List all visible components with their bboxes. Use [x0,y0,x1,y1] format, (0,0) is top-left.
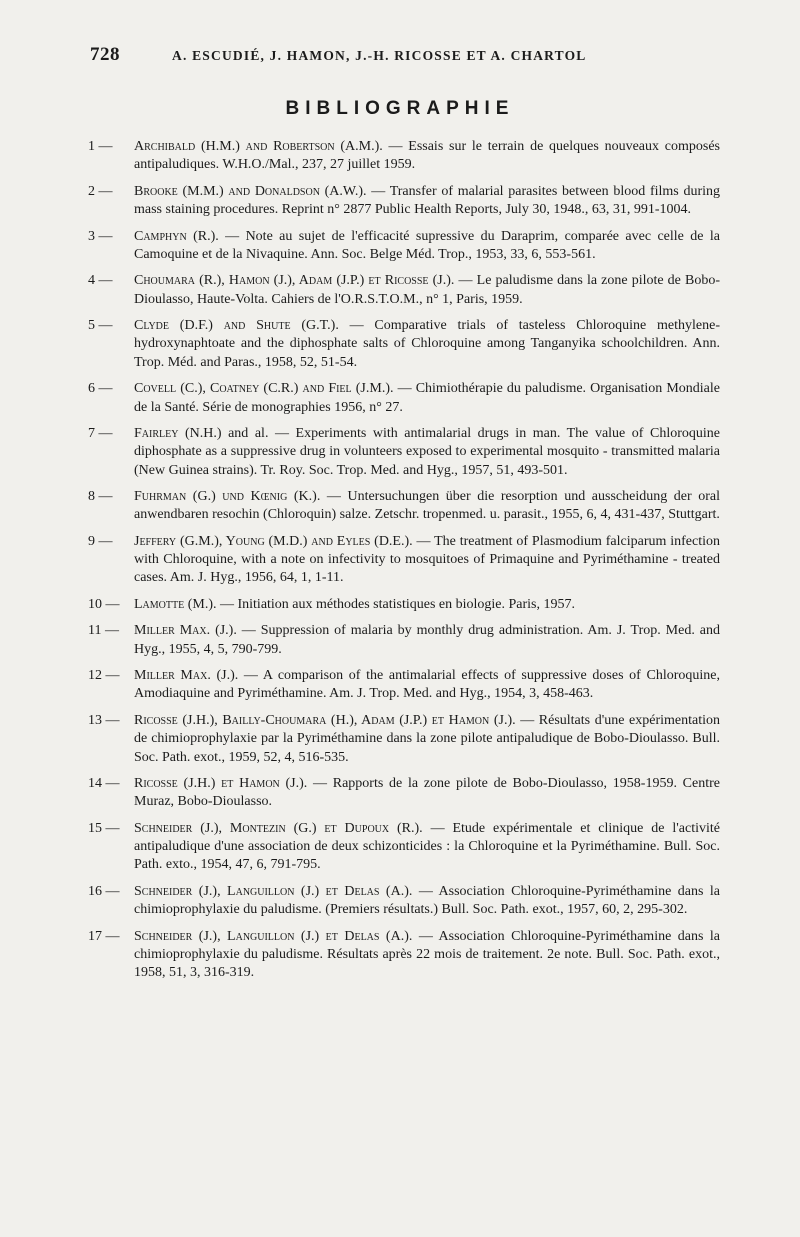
reference-authors: Covell (C.), Coatney (C.R.) and Fiel (J.M.). [134,381,394,397]
reference-number: 14 — [88,776,120,792]
page-header [90,44,710,66]
reference-authors: Schneider (J.), Languillon (J.) et Delas (A.). [134,883,413,899]
reference-authors: Miller Max. (J.). [134,623,237,639]
reference-text: — Le paludisme dans la zone pilote de Bobo-Dioulasso, Haute-Volta. Cahiers de l'O.R.S.T.O.M., n° 1, Paris, 1959. [134,273,720,307]
reference-item [88,667,720,704]
reference-number: 7 — [88,425,113,441]
reference-number: 12 — [88,668,120,684]
reference-text: — Chimiothérapie du paludisme. Organisation Mondiale de la Santé. Série de monographies 1956, n° 27. [134,381,720,415]
reference-number: 5 — [88,318,113,334]
reference-text: and al. — Experiments with antimalarial drugs in man. The value of Chloroquine diphosphate as a suppressive drug in volunteers exposed to experimental mosquito - transmitted malaria (New Guinea strains). Tr. Roy. Soc. Trop. Med. and Hyg., 1957, 51, 493-501. [134,425,720,478]
reference-item [88,883,720,920]
reference-text: — Transfer of malarial parasites between blood films during mass staining procedures. Reprint n° 2877 Public Health Reports, July 30, 1948., 63, 31, 991-1004. [134,183,720,218]
reference-text: — The treatment of Plasmodium falciparum infection with Chloroquine, with a note on infectivity to mosquitoes of Primaquine and Pyriméthamine - treated cases. Am. J. Hyg., 1956, 64, 1, 1-11. [134,533,721,586]
reference-text: — Suppression of malaria by monthly drug administration. Am. J. Trop. Med. and Hyg., 1955, 4, 5, 790-799. [134,623,721,657]
reference-item [88,928,720,983]
reference-authors: Archibald (H.M.) and Robertson (A.M.). [134,139,383,154]
reference-item [88,622,720,659]
reference-item [88,533,720,588]
reference-item [88,596,720,614]
reference-text: — Essais sur le terrain de quelques nouveaux composés antipaludiques. W.H.O./Mal., 237, 27 juillet 1959. [134,139,720,173]
page-number: 728 [90,44,120,65]
running-head: A. ESCUDIÉ, J. HAMON, J.-H. RICOSSE ET A. CHARTOL [172,48,587,63]
reference-item [88,712,720,767]
reference-item [88,488,720,525]
reference-authors: Schneider (J.), Languillon (J.) et Delas (A.). [134,928,413,944]
reference-number: 4 — [88,273,113,289]
reference-text: — Association Chloroquine-Pyriméthamine dans la chimioprophylaxie du paludisme. (Premiers résultats.) Bull. Soc. Path. exot., 1957, 60, 2, 295-302. [134,883,720,918]
reference-number: 2 — [88,183,113,199]
reference-authors: Brooke (M.M.) and Donaldson (A.W.). [134,183,367,199]
reference-authors: Lamotte (M.). [134,596,217,612]
reference-authors: Choumara (R.), Hamon (J.), Adam (J.P.) et Ricosse (J.). [134,273,455,289]
reference-text: — Résultats d'une expérimentation de chimioprophylaxie par la Pyriméthamine dans la zone pilote antipaludique de Bobo-Dioulasso. Bull. Soc. Path. exot., 1959, 52, 4, 516-535. [134,712,720,765]
reference-item [88,820,720,875]
reference-item [88,138,720,175]
reference-authors: Ricosse (J.H.), Bailly-Choumara (H.), Adam (J.P.) et Hamon (J.). [134,712,516,728]
reference-item [88,380,720,417]
reference-item [88,775,720,812]
reference-number: 10 — [88,596,120,612]
reference-authors: Fuhrman (G.) und Kœnig (K.). [134,489,321,505]
reference-number: 16 — [88,883,120,899]
reference-item [88,183,720,220]
reference-authors: Schneider (J.), Montezin (G.) et Dupoux (R.). [134,820,423,836]
reference-number: 15 — [88,820,120,836]
reference-number: 9 — [88,533,113,549]
reference-text: — Etude expérimentale et clinique de l'activité antipaludique d'une association de deux schizonticides : la Chloroquine et la Pyriméthamine. Bull. Soc. Path. exto., 1954, 47, 6, 791-795. [134,820,720,873]
reference-number: 11 — [88,623,119,639]
reference-authors: Jeffery (G.M.), Young (M.D.) and Eyles (D.E.). [134,533,413,549]
reference-list [88,138,720,991]
reference-number: 1 — [88,139,113,154]
reference-text: — A comparison of the antimalarial effects of suppressive doses of Chloroquine, Amodiaquine and Pyriméthamine. Am. J. Trop. Med. and Hyg., 1954, 3, 458-463. [134,668,721,702]
reference-text: — Untersuchungen über die resorption und ausscheidung der oral anwendbaren resochin (Chloroquin) salze. Zetschr. tropenmed. u. parasit., 1955, 6, 4, 431-437, Stuttgart. [134,489,721,523]
reference-item [88,272,720,309]
reference-number: 13 — [88,712,120,728]
reference-authors: Miller Max. (J.). [134,668,239,684]
reference-text: — Association Chloroquine-Pyriméthamine dans la chimioprophylaxie du paludisme. Résultats après 22 mois de traitement. 2e note. Bull. Soc. Path. exot., 1958, 51, 3, 316-319. [134,928,720,981]
reference-number: 8 — [88,489,113,505]
reference-item [88,425,720,480]
reference-authors: Clyde (D.F.) and Shute (G.T.). [134,318,339,334]
reference-number: 6 — [88,381,113,397]
reference-text: — Comparative trials of tasteless Chloroquine methylene-hydroxynaphtoate and the diphosphate salts of Chloroquine among Tanganyika schoolchildren. Ann. Trop. Méd. and Paras., 1958, 52, 51-54. [134,318,720,370]
reference-number: 3 — [88,228,113,244]
reference-item [88,317,720,372]
section-title: BIBLIOGRAPHIE [285,98,515,119]
reference-text: — Rapports de la zone pilote de Bobo-Dioulasso, 1958-1959. Centre Muraz, Bobo-Dioulasso. [134,776,720,810]
reference-authors: Fairley (N.H.) [134,425,222,441]
reference-authors: Ricosse (J.H.) et Hamon (J.). [134,776,308,792]
reference-text: — Initiation aux méthodes statistiques en biologie. Paris, 1957. [216,596,575,612]
reference-authors: Camphyn (R.). [134,228,219,244]
reference-number: 17 — [88,928,120,944]
reference-text: — Note au sujet de l'efficacité supressive du Daraprim, comparée avec celle de la Camoquine et de la Nivaquine. Ann. Soc. Belge Méd. Trop., 1953, 33, 6, 553-561. [134,228,720,262]
reference-item [88,228,720,265]
